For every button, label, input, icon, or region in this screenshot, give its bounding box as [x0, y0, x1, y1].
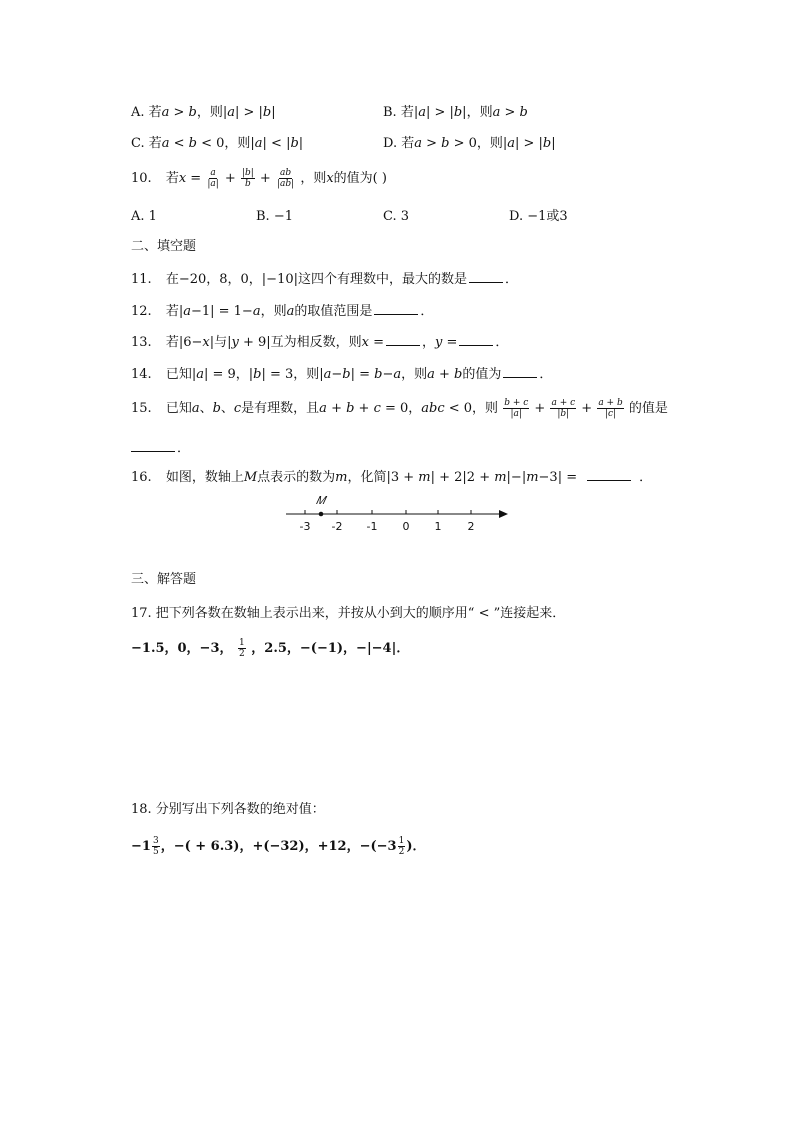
q10-f2-denominator: 𝑏	[244, 179, 251, 189]
q18-fraction-2	[398, 836, 406, 857]
q10-fraction-1	[206, 168, 219, 189]
q15-text: 已知𝑎、𝑏、𝑐是有理数，且𝑎 + 𝑏 + 𝑐 = 0，𝑎𝑏𝑐 < 0，则	[165, 401, 499, 416]
q10-f2-numerator: |𝑏|	[241, 168, 254, 178]
q10-f1-numerator: 𝑎	[210, 168, 216, 178]
q17-numbers-b: ，2.5，−(−1)，−|−4|．	[251, 641, 410, 656]
q14-answer-blank[interactable]	[503, 365, 537, 378]
q17-fraction	[238, 638, 246, 659]
q10-plus-2: +	[259, 171, 271, 186]
q10-f1-denominator: |𝑎|	[207, 179, 219, 189]
q18-stem: 18. 分别写出下列各数的绝对值：	[131, 802, 325, 817]
q14-text: 已知|𝑎| = 9，|𝑏| = 3，则|𝑎−𝑏| = 𝑏−𝑎，则𝑎 + 𝑏的值为	[165, 367, 502, 382]
q16-number-line	[280, 490, 520, 535]
point-m-label: 𝑀	[316, 494, 326, 507]
q13-mid: ，𝑦 =	[421, 335, 458, 350]
q15-plus-2: +	[581, 401, 593, 416]
q13-number: 13.	[131, 335, 152, 350]
q16-end: ．	[639, 470, 653, 485]
q15-f2-denominator: |𝑏|	[557, 409, 570, 419]
q16	[131, 468, 652, 487]
q10-suffix: ，则𝑥的值为( )	[300, 171, 387, 186]
q16-answer-blank[interactable]	[587, 468, 631, 481]
q11-number: 11.	[131, 272, 152, 287]
q15-f3-numerator: 𝑎 + 𝑏	[598, 398, 623, 408]
q12-text: 若|𝑎−1| = 1−𝑎，则𝑎的取值范围是	[165, 304, 373, 319]
q12-end: ．	[420, 304, 434, 319]
q10-stem	[131, 168, 387, 189]
q14	[131, 365, 552, 384]
q15-f1-denominator: |𝑎|	[510, 409, 522, 419]
q10-fraction-2	[241, 168, 255, 189]
q10-number: 10.	[131, 171, 152, 186]
q17-numbers-a: −1.5，0，−3，	[131, 641, 233, 656]
q12-answer-blank[interactable]	[374, 302, 418, 315]
q15-f3-denominator: |𝑐|	[604, 409, 617, 419]
q15-fraction-2	[550, 398, 576, 419]
q9-option-a: A. 若𝑎 > 𝑏，则|𝑎| > |𝑏|	[131, 105, 276, 120]
tick-label: 1	[434, 520, 442, 533]
tick-label: 0	[402, 520, 410, 533]
q13	[131, 333, 508, 352]
q15	[131, 398, 668, 419]
q9-option-d: D. 若𝑎 > 𝑏 > 0，则|𝑎| > |𝑏|	[383, 136, 556, 151]
q18-part-b: ，−( + 6.3)，+(−32)，+12，−(−3	[160, 839, 397, 854]
axis-arrow-icon	[499, 510, 508, 518]
q12-number: 12.	[131, 304, 152, 319]
q14-number: 14.	[131, 367, 152, 382]
q10-prefix: 若𝑥 =	[165, 171, 202, 186]
tick-label: -3	[299, 520, 311, 533]
q11-text: 在−20，8，0，|−10|这四个有理数中，最大的数是	[165, 272, 467, 287]
q10-plus-1: +	[224, 171, 236, 186]
q11-end: ．	[505, 272, 519, 287]
q10-option-b: B. −1	[256, 209, 293, 224]
q15-suffix: 的值是	[628, 401, 668, 416]
q13-x-blank[interactable]	[386, 333, 420, 346]
q18-f2-denominator: 2	[398, 847, 405, 857]
q15-answer-line	[131, 439, 190, 458]
q12	[131, 302, 433, 321]
q10-fraction-3	[276, 168, 295, 189]
q13-end: ．	[495, 335, 509, 350]
q15-fraction-1	[503, 398, 529, 419]
q17-numbers	[131, 638, 409, 659]
q18-fraction-1	[152, 836, 160, 857]
q15-answer-blank[interactable]	[131, 439, 175, 452]
q18-f1-numerator: 3	[152, 836, 159, 846]
q18-part-c: )．	[406, 839, 426, 854]
q17-stem: 17. 把下列各数在数轴上表示出来，并按从小到大的顺序用“ < ”连接起来．	[131, 606, 566, 621]
tick-label: -2	[331, 520, 343, 533]
q18-numbers	[131, 836, 425, 857]
tick-label: 2	[467, 520, 475, 533]
q10-option-c: C. 3	[383, 209, 410, 224]
q15-number: 15.	[131, 401, 152, 416]
q10-f3-numerator: 𝑎𝑏	[280, 168, 292, 178]
q18-part-a: −1	[131, 839, 151, 854]
q13-text: 若|6−𝑥|与|𝑦 + 9|互为相反数，则𝑥 =	[165, 335, 384, 350]
q16-text: 如图，数轴上𝑀点表示的数为𝑚，化简|3 + 𝑚| + 2|2 + 𝑚|−|𝑚−3| =	[165, 470, 578, 485]
q10-option-a: A. 1	[131, 209, 157, 224]
q9-option-b: B. 若|𝑎| > |𝑏|，则𝑎 > 𝑏	[383, 105, 528, 120]
section-solution-heading: 三、解答题	[131, 572, 197, 587]
section-fill-in-heading: 二、填空题	[131, 239, 197, 254]
q11-answer-blank[interactable]	[469, 270, 503, 283]
q10-option-d: D. −1或3	[509, 209, 568, 224]
q10-f3-denominator: |𝑎𝑏|	[276, 179, 295, 189]
q15-plus-1: +	[534, 401, 546, 416]
q18-f2-numerator: 1	[398, 836, 405, 846]
q16-number: 16.	[131, 470, 152, 485]
point-m	[319, 512, 324, 517]
tick-label: -1	[366, 520, 378, 533]
q17-frac-denominator: 2	[239, 649, 245, 659]
q15-f2-numerator: 𝑎 + 𝑐	[551, 398, 576, 408]
q14-end: ．	[539, 367, 553, 382]
q18-f1-denominator: 5	[152, 847, 159, 857]
q17-frac-numerator: 1	[239, 638, 245, 648]
q15-fraction-3	[597, 398, 623, 419]
q9-option-c: C. 若𝑎 < 𝑏 < 0，则|𝑎| < |𝑏|	[131, 136, 304, 151]
q15-f1-numerator: 𝑏 + 𝑐	[504, 398, 529, 408]
q13-y-blank[interactable]	[459, 333, 493, 346]
q15-end: ．	[177, 441, 191, 456]
q11	[131, 270, 518, 289]
